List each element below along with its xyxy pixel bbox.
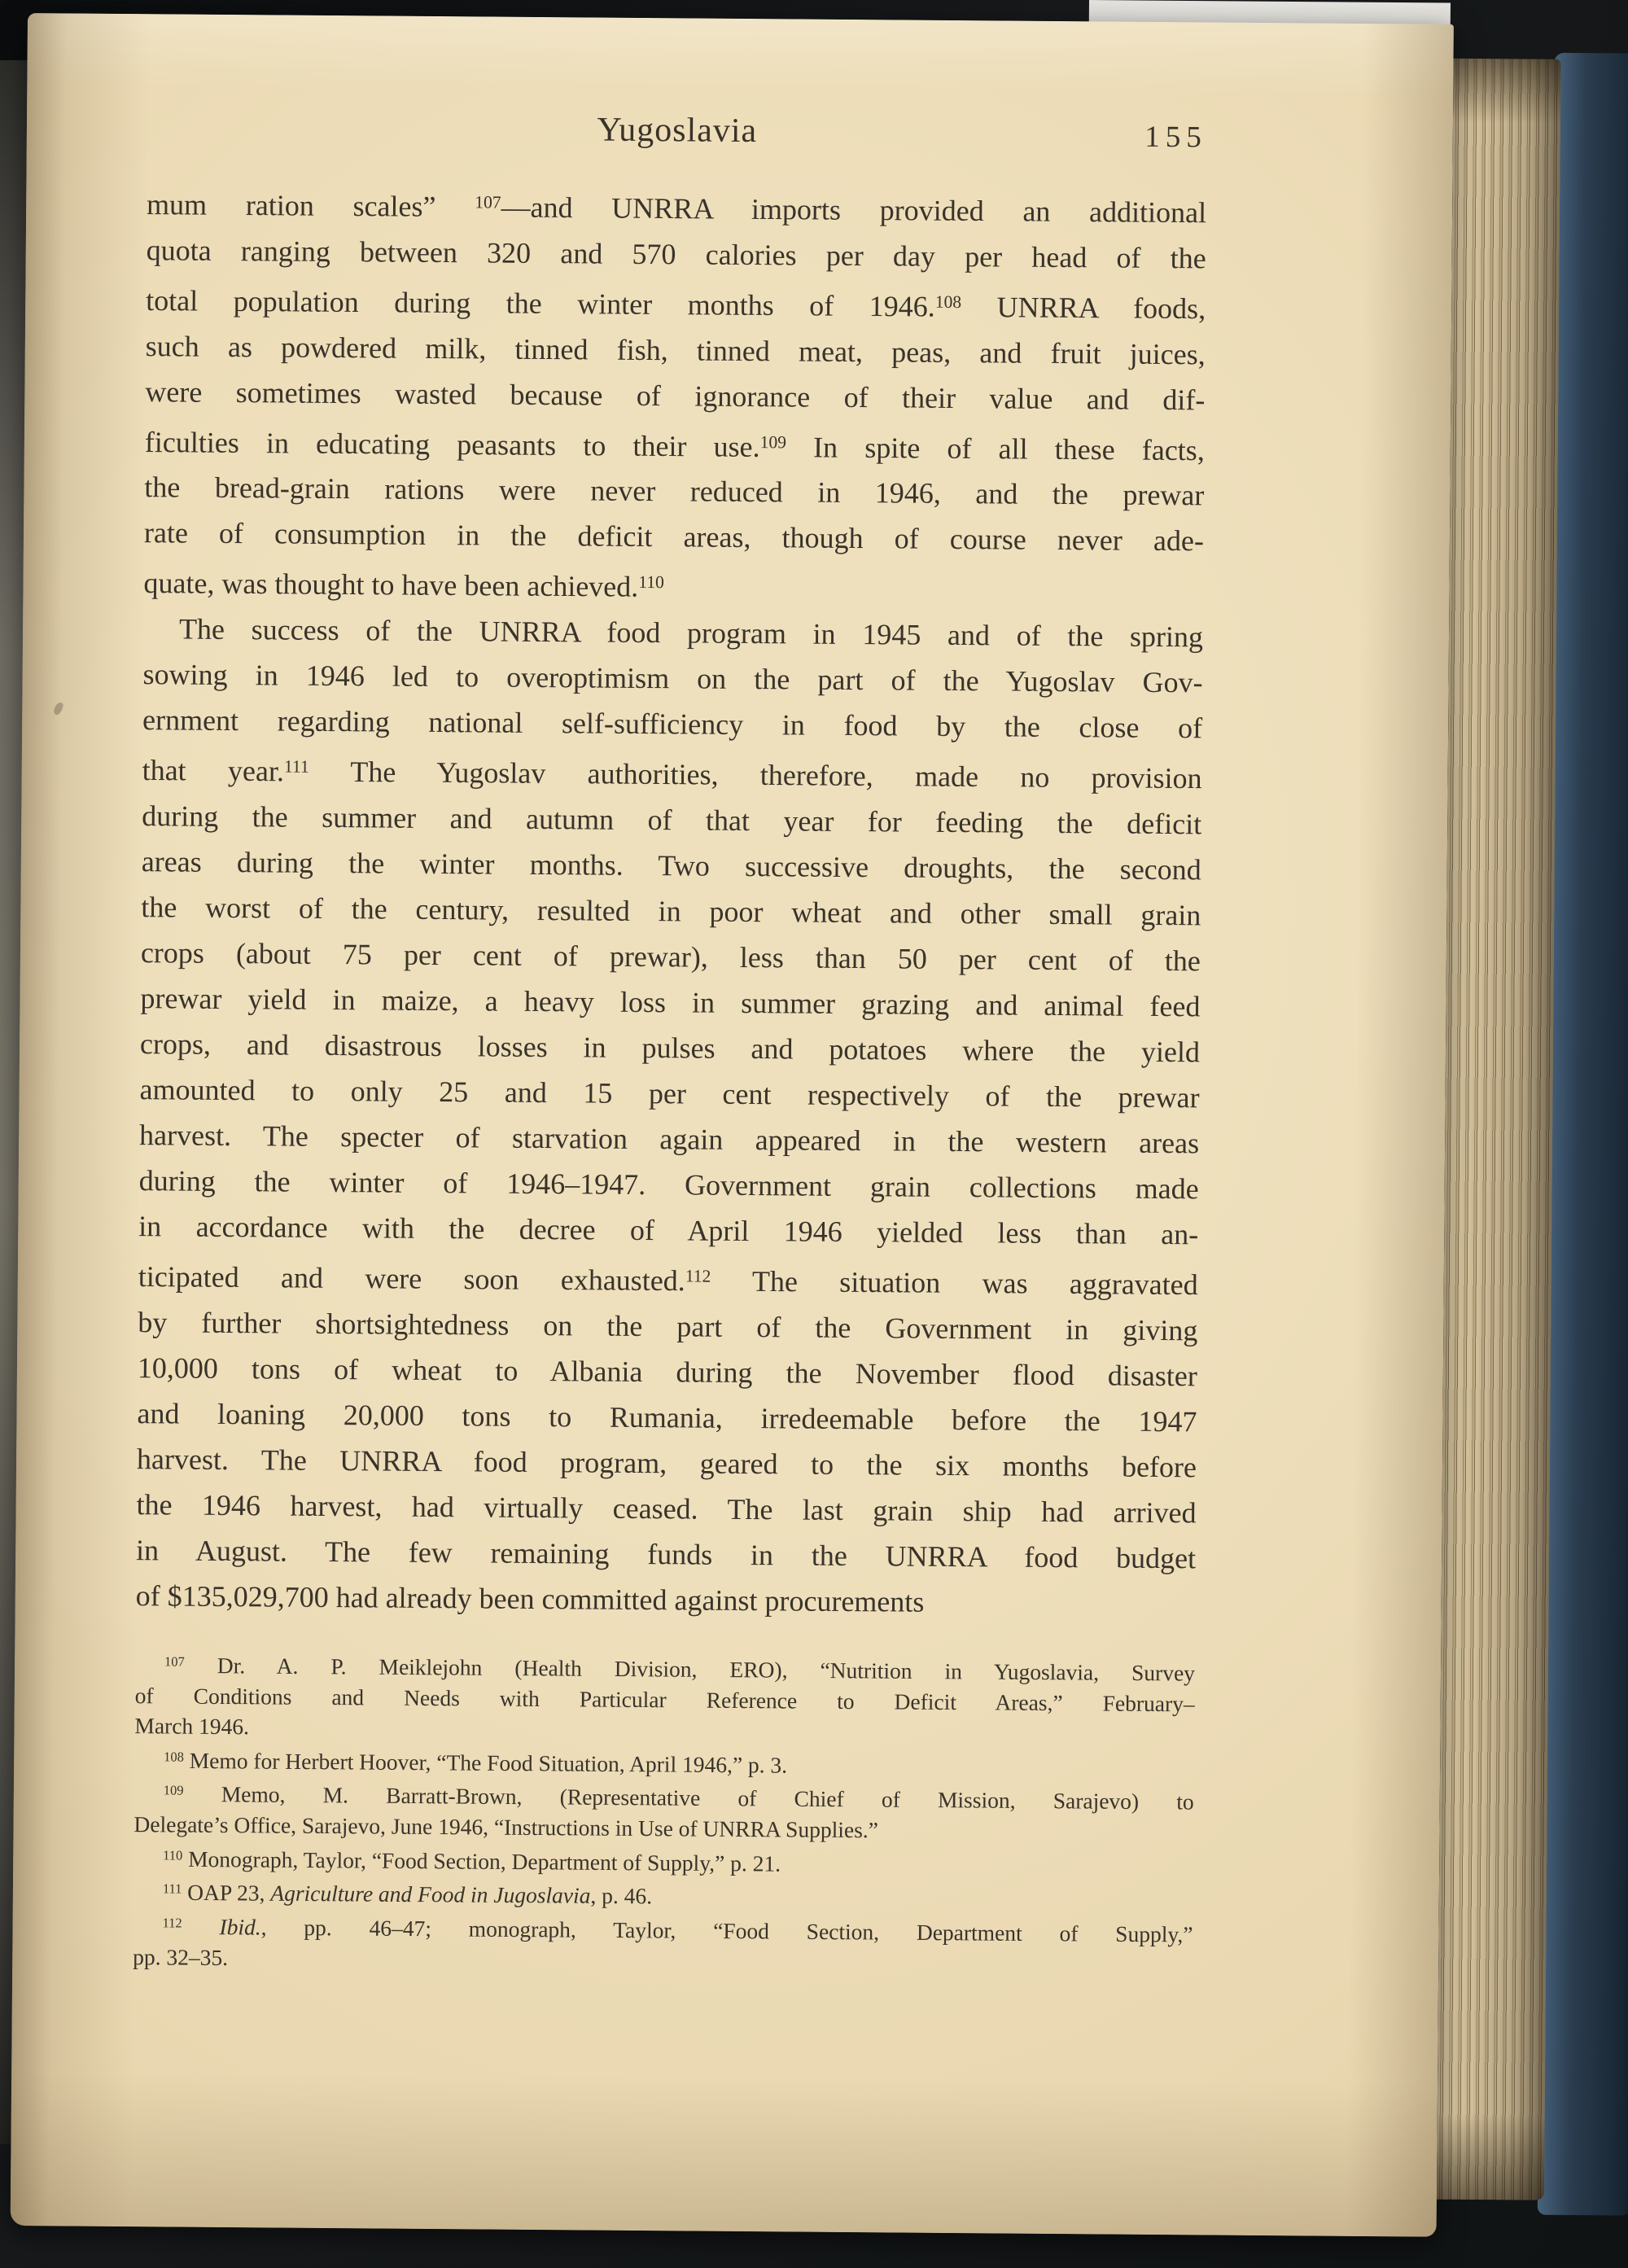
body-text-line bbox=[138, 1249, 1198, 1307]
body-text-line bbox=[138, 1158, 1198, 1211]
footnote-ref: 109 bbox=[163, 1782, 184, 1798]
body-text-line bbox=[140, 975, 1200, 1029]
text-segment: rate of consumption in the deficit areas, though of course never ade- bbox=[143, 516, 1205, 558]
text-segment: UNRRA foods, bbox=[961, 290, 1206, 326]
text-segment: crops, and disastrous losses in pulses and potatoes where the yield bbox=[139, 1027, 1201, 1069]
text-segment: The Yugoslav authorities, therefore, made no provision bbox=[309, 755, 1202, 795]
body-text-line bbox=[140, 1021, 1200, 1075]
footnote-ref: 110 bbox=[163, 1846, 183, 1863]
text-segment: the 1946 harvest, had virtually ceased. The last grain ship had arrived bbox=[136, 1487, 1197, 1530]
footnote-ref: 109 bbox=[759, 431, 787, 452]
running-head-title: Yugoslavia bbox=[597, 111, 758, 151]
text-segment: prewar yield in maize, a heavy loss in summer grazing and animal feed bbox=[140, 982, 1201, 1023]
body-text-line bbox=[146, 227, 1206, 281]
text-segment: The situation was aggravated bbox=[711, 1264, 1198, 1302]
body-text-line bbox=[141, 930, 1201, 983]
body-text-line bbox=[142, 838, 1201, 892]
text-segment: Memo for Herbert Hoover, “The Food Situation, April 1946,” p. 3. bbox=[183, 1747, 788, 1778]
body-text-line bbox=[146, 323, 1206, 377]
body-text-line bbox=[142, 742, 1201, 801]
text-segment: during the winter of 1946–1947. Government grain collections made bbox=[138, 1164, 1199, 1206]
text-segment: ticipated and were soon exhausted. bbox=[138, 1259, 685, 1298]
text-segment: of $135,029,700 had already been committed against procurements bbox=[135, 1578, 925, 1618]
text-segment: Dr. A. P. Meiklejohn (Health Division, ERO), “Nutrition in Yugoslavia, Survey bbox=[184, 1652, 1196, 1686]
text-segment: the worst of the century, resulted in poor wheat and other small grain bbox=[141, 891, 1201, 932]
body-text-line bbox=[145, 369, 1205, 423]
body-text-line bbox=[142, 793, 1201, 847]
body-text-line bbox=[137, 1390, 1197, 1444]
text-segment: 10,000 tons of wheat to Albania during the November flood disaster bbox=[137, 1351, 1198, 1393]
book bbox=[7, 10, 1628, 2261]
body-text-line bbox=[142, 651, 1202, 705]
text-segment: in accordance with the decree of April 1946 yielded less than an- bbox=[138, 1210, 1199, 1251]
text-segment: total population during the winter months of 1946. bbox=[146, 283, 935, 323]
text-segment: OAP 23, bbox=[182, 1880, 271, 1906]
text-segment: ernment regarding national self-sufficiency in food by the close of bbox=[142, 703, 1203, 745]
body-text-line bbox=[144, 465, 1204, 519]
body-text-line bbox=[139, 1112, 1199, 1166]
text-segment: ficulties in educating peasants to their use. bbox=[144, 425, 760, 463]
text-segment: pp. 32–35. bbox=[133, 1943, 229, 1970]
body-text-line bbox=[141, 884, 1201, 938]
page-number: 155 bbox=[1144, 120, 1207, 155]
text-segment: , p. 46. bbox=[590, 1883, 653, 1909]
text-segment: amounted to only 25 and 15 per cent respectively of the prewar bbox=[139, 1073, 1200, 1114]
footnote-ref: 107 bbox=[475, 192, 501, 212]
body-text-line bbox=[138, 1345, 1197, 1399]
body-text-line bbox=[147, 177, 1206, 235]
footnote-ref: 112 bbox=[162, 1915, 182, 1931]
text-segment: the bread-grain rations were never reduced in 1946, and the prewar bbox=[144, 471, 1205, 512]
page-text bbox=[133, 107, 1207, 1980]
footnote-ref: 110 bbox=[638, 572, 664, 593]
text-segment: March 1946. bbox=[134, 1713, 250, 1740]
body-text-line bbox=[144, 510, 1204, 564]
body-text-line bbox=[139, 1066, 1199, 1120]
text-segment: Delegate’s Office, Sarajevo, June 1946, “Instructions in Use of UNRRA Supplies.” bbox=[133, 1811, 879, 1843]
text-segment: mum ration scales” bbox=[146, 187, 475, 224]
body-text-line bbox=[138, 1299, 1197, 1353]
body-text-line bbox=[138, 1203, 1198, 1257]
text-segment: sowing in 1946 led to overoptimism on the part of the Yugoslav Gov- bbox=[142, 658, 1203, 699]
text-segment: were sometimes wasted because of ignorance of their value and dif- bbox=[145, 374, 1206, 416]
italic-title: Ibid. bbox=[219, 1914, 261, 1940]
text-segment bbox=[182, 1914, 220, 1939]
body-text-line bbox=[146, 273, 1206, 331]
footnote-ref: 112 bbox=[685, 1266, 711, 1286]
text-segment: areas during the winter months. Two successive droughts, the second bbox=[141, 845, 1201, 887]
text-segment: crops (about 75 per cent of prewar), less than 50 per cent of the bbox=[140, 936, 1201, 978]
text-segment: harvest. The specter of starvation again appeared in the western areas bbox=[138, 1119, 1200, 1160]
text-segment: quate, was thought to have been achieved. bbox=[143, 567, 639, 604]
body-text-line bbox=[137, 1436, 1197, 1490]
footnote-ref: 107 bbox=[164, 1653, 185, 1670]
footnotes bbox=[133, 1646, 1195, 1981]
body-text-line bbox=[145, 414, 1205, 473]
text-segment: and loaning 20,000 tons to Rumania, irredeemable before the 1947 bbox=[137, 1396, 1197, 1438]
book-page bbox=[11, 13, 1454, 2237]
running-head bbox=[147, 107, 1207, 169]
text-segment: , pp. 46–47; monograph, Taylor, “Food Section, Department of Supply,” bbox=[260, 1914, 1193, 1947]
footnote-ref: 111 bbox=[162, 1881, 182, 1897]
page-fore-edge bbox=[1437, 59, 1561, 2200]
text-segment: Monograph, Taylor, “Food Section, Department of Supply,” p. 21. bbox=[182, 1845, 781, 1876]
text-segment: by further shortsightedness on the part of the Government in giving bbox=[138, 1305, 1198, 1347]
text-segment: The success of the UNRRA food program in 1945 and of the spring bbox=[178, 612, 1204, 654]
body-text bbox=[135, 177, 1206, 1627]
text-segment: that year. bbox=[142, 754, 285, 788]
italic-title: Agriculture and Food in Jugoslavia bbox=[270, 1880, 591, 1909]
text-segment: quota ranging between 320 and 570 calories per day per head of the bbox=[146, 233, 1206, 275]
body-text-line bbox=[135, 1573, 1195, 1627]
body-text-line bbox=[142, 697, 1202, 751]
text-segment: Memo, M. Barratt-Brown, (Representative of Chief of Mission, Sarajevo) to bbox=[183, 1781, 1194, 1815]
footnote-ref: 108 bbox=[934, 291, 962, 312]
body-text-line bbox=[136, 1527, 1196, 1581]
body-text-line bbox=[143, 556, 1203, 615]
footnote-ref: 111 bbox=[283, 756, 309, 777]
body-text-line bbox=[136, 1482, 1196, 1535]
footnote-ref: 108 bbox=[164, 1748, 184, 1765]
text-segment: such as powdered milk, tinned fish, tinned meat, peas, and fruit juices, bbox=[145, 329, 1206, 370]
body-text-line bbox=[143, 606, 1203, 659]
text-segment: during the summer and autumn of that year for feeding the deficit bbox=[142, 799, 1202, 841]
text-segment: —and UNRRA imports provided an additional bbox=[501, 190, 1207, 230]
text-segment: in August. The few remaining funds in the UNRRA food budget bbox=[135, 1533, 1197, 1575]
text-segment: In spite of all these facts, bbox=[786, 430, 1205, 466]
text-segment: harvest. The UNRRA food program, geared to the six months before bbox=[136, 1442, 1197, 1484]
text-segment: of Conditions and Needs with Particular Reference to Deficit Areas,” February– bbox=[134, 1682, 1195, 1716]
page-speck bbox=[52, 701, 64, 716]
